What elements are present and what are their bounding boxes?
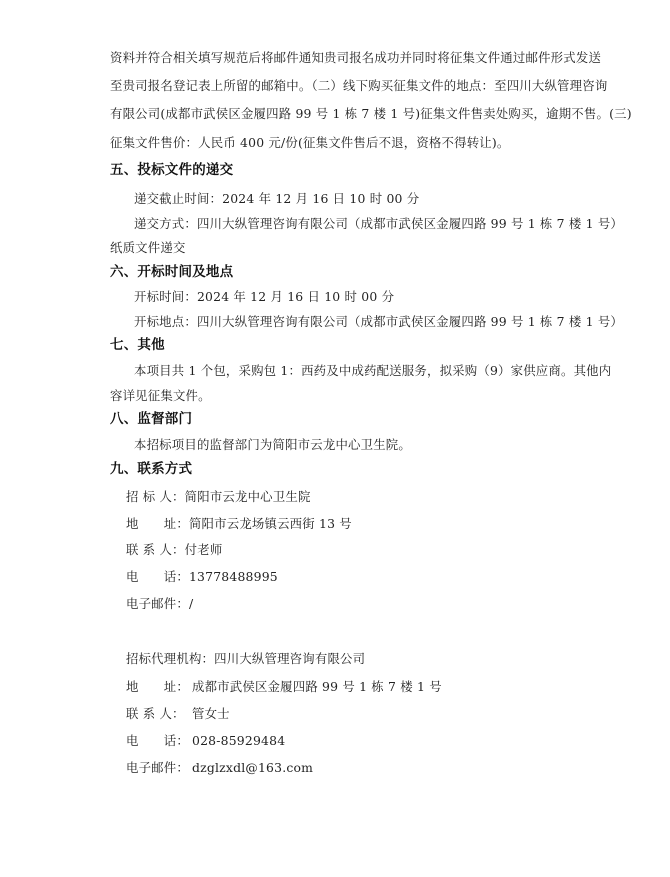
contact-value: / bbox=[188, 596, 194, 611]
contact-label: 地 址： bbox=[126, 516, 189, 531]
contact-value: dzglzxdl@163.com bbox=[192, 760, 314, 775]
contact-value: 028-85929484 bbox=[192, 733, 286, 748]
contact-row bbox=[126, 569, 278, 585]
contact-label: 联 系 人： bbox=[126, 542, 185, 557]
contact-value: 13778488995 bbox=[188, 569, 278, 584]
contact-row bbox=[126, 516, 352, 532]
contact-value: 成都市武侯区金履四路 99 号 1 栋 7 楼 1 号 bbox=[192, 679, 442, 694]
supervision-text: 本招标项目的监督部门为简阳市云龙中心卫生院。 bbox=[134, 437, 411, 452]
contact-row bbox=[126, 679, 442, 695]
contact-label: 电 话： bbox=[126, 733, 189, 748]
submission-method-cont: 纸质文件递交 bbox=[110, 240, 186, 255]
contact-row bbox=[126, 542, 222, 558]
other-text: 容详见征集文件。 bbox=[110, 388, 211, 403]
contact-row bbox=[126, 596, 193, 612]
contact-label: 电子邮件： bbox=[126, 596, 189, 611]
intro-line: 资料并符合相关填写规范后将邮件通知贵司报名成功并同时将征集文件通过邮件形式发送 bbox=[110, 50, 602, 65]
section-heading: 六、开标时间及地点 bbox=[110, 264, 234, 280]
section-heading: 五、投标文件的递交 bbox=[110, 162, 234, 178]
intro-line: 至贵司报名登记表上所留的邮箱中。（二）线下购买征集文件的地点：至四川大纵管理咨询 bbox=[110, 78, 608, 93]
contact-value: 管女士 bbox=[192, 706, 230, 721]
submission-deadline: 递交截止时间：2024 年 12 月 16 日 10 时 00 分 bbox=[134, 191, 420, 206]
contact-value: 简阳市云龙中心卫生院 bbox=[184, 489, 311, 504]
section-heading: 九、联系方式 bbox=[110, 461, 193, 477]
other-text: 本项目共 1 个包，采购包 1：西药及中成药配送服务，拟采购（9）家供应商。其他内 bbox=[134, 363, 612, 378]
opening-time: 开标时间：2024 年 12 月 16 日 10 时 00 分 bbox=[134, 289, 395, 304]
contact-value: 付老师 bbox=[184, 542, 223, 557]
contact-label: 地 址： bbox=[126, 679, 189, 694]
section-heading: 八、监督部门 bbox=[110, 411, 193, 427]
contact-value: 简阳市云龙场镇云西街 13 号 bbox=[188, 516, 352, 531]
contact-row bbox=[126, 760, 313, 776]
section-heading: 七、其他 bbox=[110, 337, 165, 353]
contact-row bbox=[126, 706, 230, 722]
agency-title: 招标代理机构：四川大纵管理咨询有限公司 bbox=[126, 651, 366, 666]
contact-label: 联 系 人： bbox=[126, 706, 185, 721]
contact-label: 电 话： bbox=[126, 569, 189, 584]
contact-label: 招 标 人： bbox=[126, 489, 185, 504]
contact-row bbox=[126, 733, 285, 749]
submission-method: 递交方式：四川大纵管理咨询有限公司（成都市武侯区金履四路 99 号 1 栋 7 楼 1 号） bbox=[134, 216, 624, 231]
contact-label: 电子邮件： bbox=[126, 760, 189, 775]
intro-line: 征集文件售价：人民币 400 元/份(征集文件售后不退，资格不得转让)。 bbox=[110, 135, 510, 150]
intro-line: 有限公司(成都市武侯区金履四路 99 号 1 栋 7 楼 1 号)征集文件售卖处购买，逾期不售。(三) bbox=[110, 106, 632, 121]
contact-row bbox=[126, 489, 311, 505]
opening-place: 开标地点：四川大纵管理咨询有限公司（成都市武侯区金履四路 99 号 1 栋 7 楼 1 号） bbox=[134, 314, 624, 329]
